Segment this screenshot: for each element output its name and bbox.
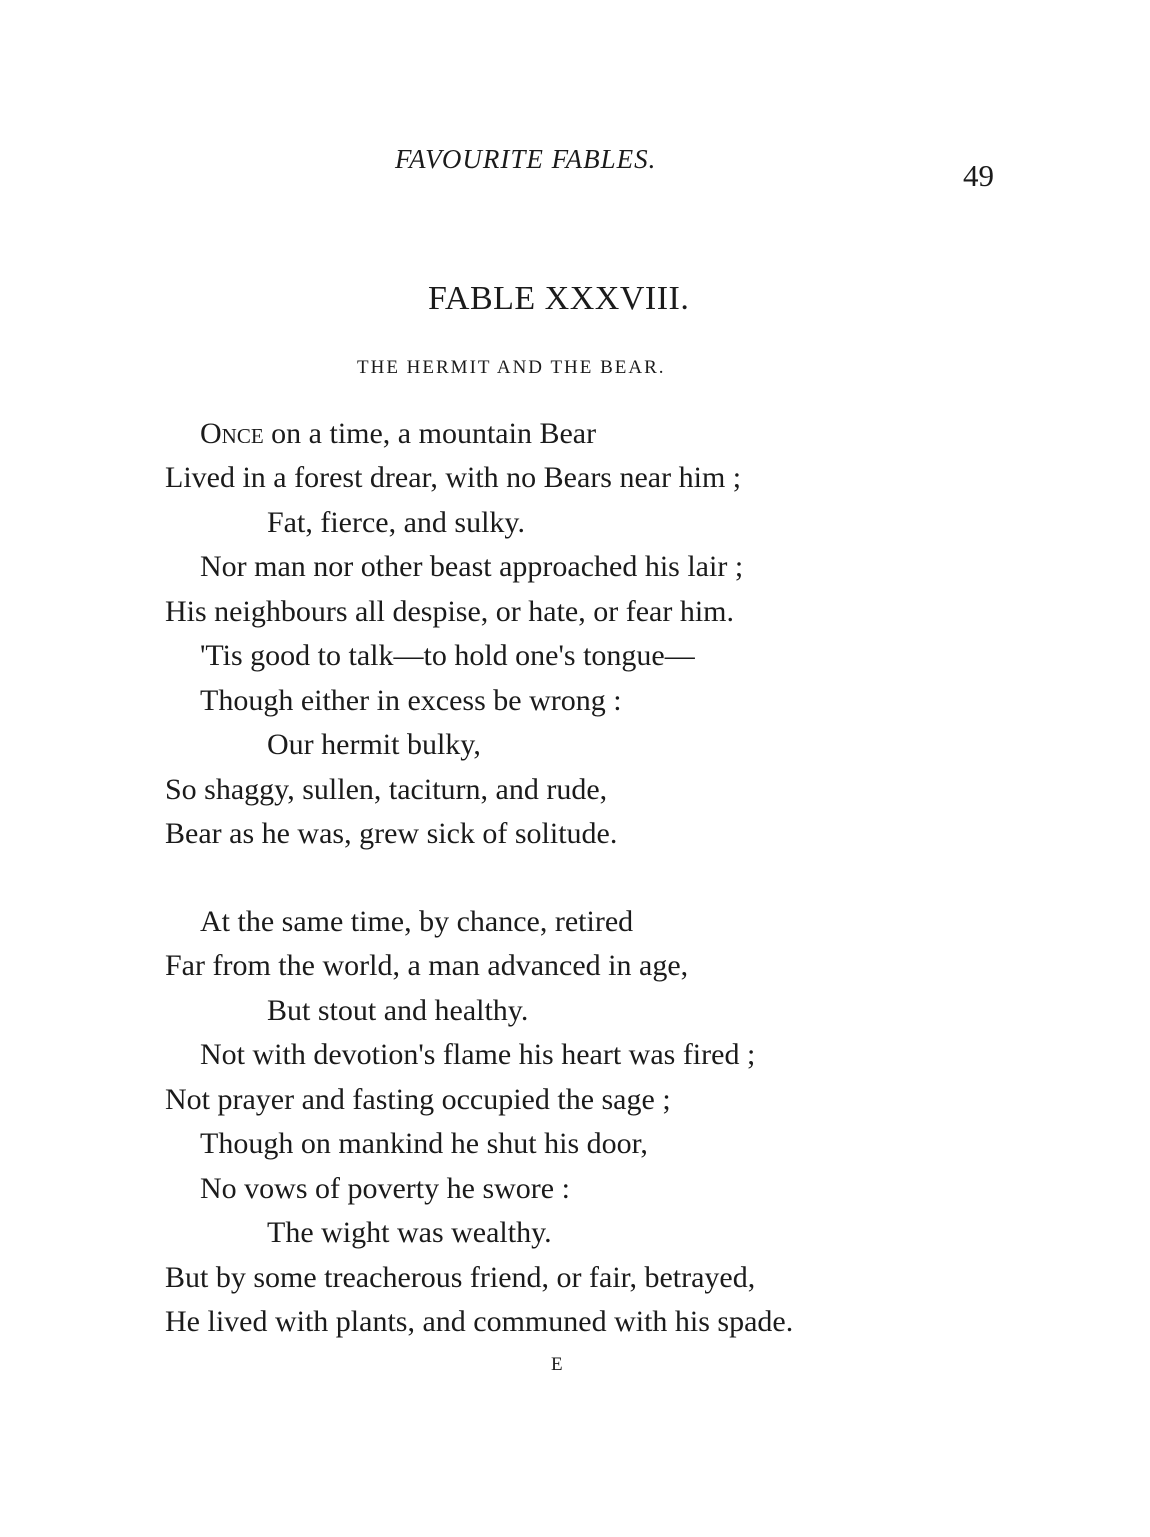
poem-line: Bear as he was, grew sick of solitude. — [165, 817, 618, 850]
poem-line: Not prayer and fasting occupied the sage ; — [165, 1083, 671, 1116]
poem-line: No vows of poverty he swore : — [200, 1172, 570, 1205]
poem-line: He lived with plants, and communed with his spade. — [165, 1305, 794, 1338]
poem-line: Our hermit bulky, — [267, 728, 481, 761]
poem-line: The wight was wealthy. — [267, 1216, 552, 1249]
fable-title: FABLE XXXVIII. — [428, 280, 690, 317]
poem-line — [200, 419, 596, 449]
fable-subtitle: THE HERMIT AND THE BEAR. — [357, 357, 666, 378]
poem-line: But stout and healthy. — [267, 994, 529, 1027]
line-text: on a time, a mountain Bear — [263, 417, 597, 450]
poem-line: 'Tis good to talk—to hold one's tongue— — [200, 639, 695, 672]
poem-line: Fat, fierce, and sulky. — [267, 506, 525, 539]
poem-line: So shaggy, sullen, taciturn, and rude, — [165, 773, 608, 806]
page-number: 49 — [963, 158, 994, 193]
poem-line: But by some treacherous friend, or fair, betrayed, — [165, 1261, 756, 1294]
poem-line: Lived in a forest drear, with no Bears near him ; — [165, 461, 742, 494]
poem-line: His neighbours all despise, or hate, or fear him. — [165, 595, 735, 628]
signature-mark: E — [551, 1354, 563, 1375]
poem-line: Not with devotion's flame his heart was fired ; — [200, 1038, 756, 1071]
poem-line: At the same time, by chance, retired — [200, 905, 634, 938]
poem-line: Nor man nor other beast approached his lair ; — [200, 550, 744, 583]
running-title: FAVOURITE FABLES. — [395, 144, 657, 174]
poem-line: Though either in excess be wrong : — [200, 684, 622, 717]
initial-word: Once — [200, 417, 264, 450]
poem-line: Though on mankind he shut his door, — [200, 1127, 648, 1160]
poem-line: Far from the world, a man advanced in age, — [165, 949, 689, 982]
